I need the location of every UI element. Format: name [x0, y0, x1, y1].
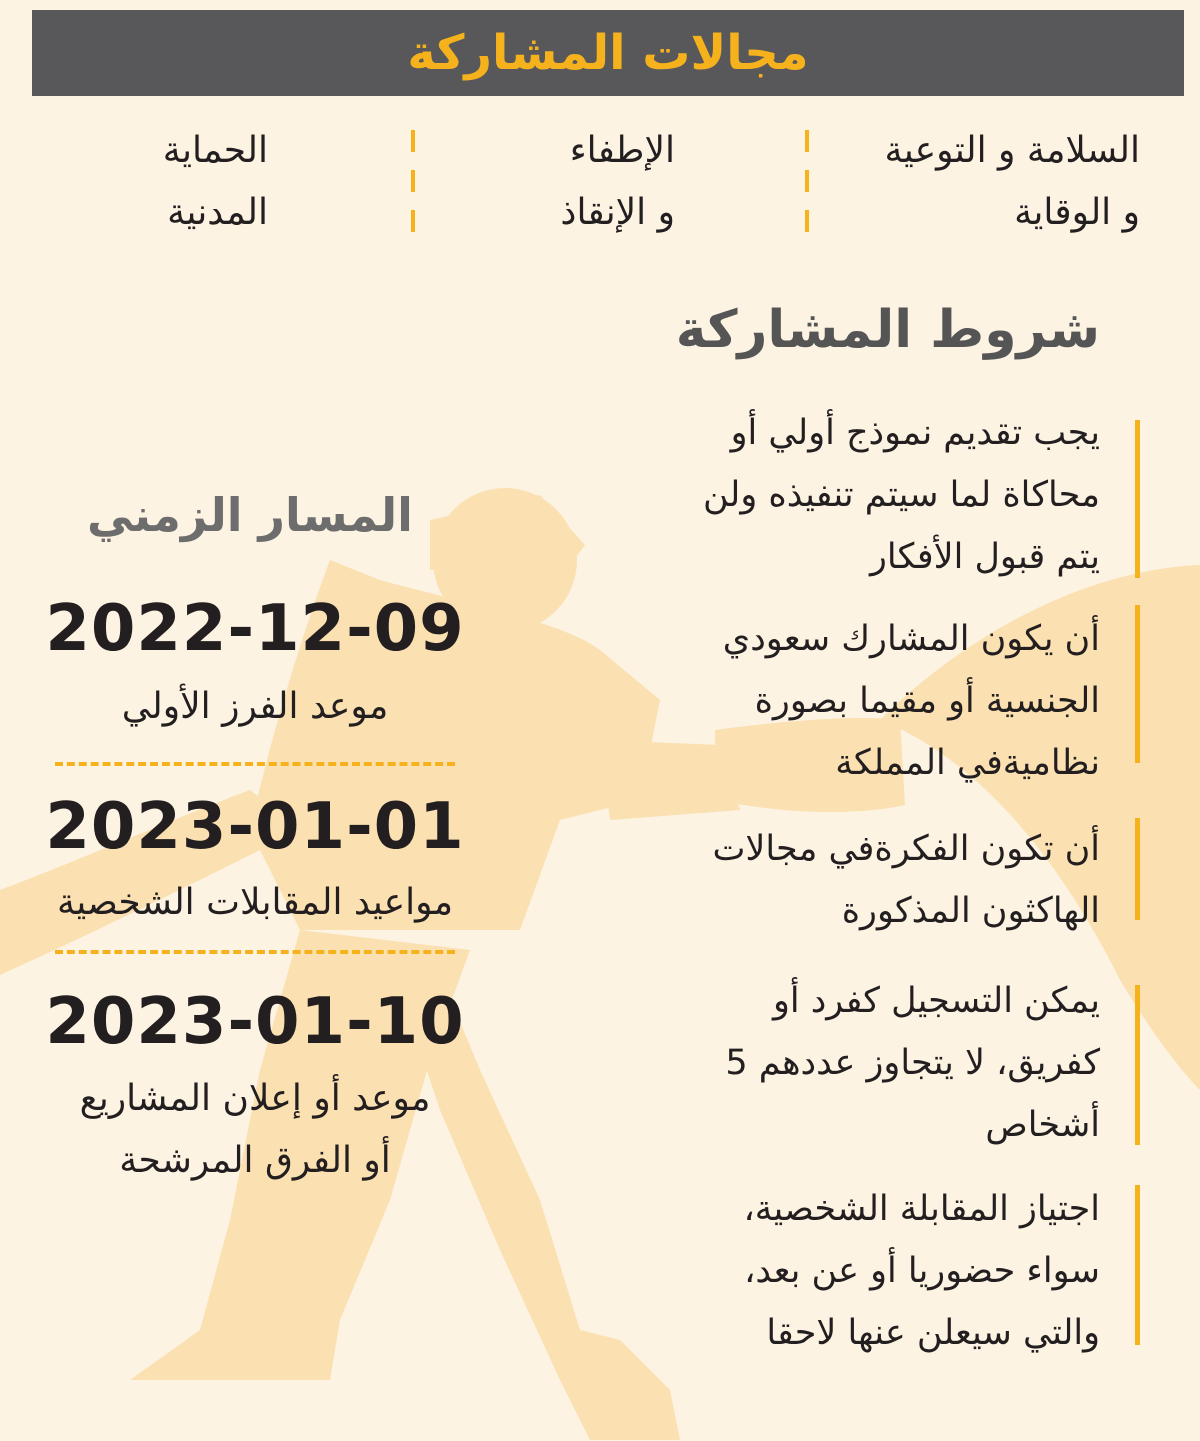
fields-row [0, 120, 1200, 250]
timeline-label: موعد الفرز الأولي [121, 686, 389, 727]
timeline-title: المسار الزمني [87, 488, 413, 542]
condition-bar [1135, 818, 1140, 920]
condition-item: أن يكون المشارك سعودي الجنسية أو مقيما بصورة نظاميةفي المملكة [722, 619, 1100, 783]
condition-bar [1135, 985, 1140, 1145]
condition-item: أن تكون الفكرةفي مجالات الهاكثون المذكورة [712, 829, 1100, 931]
timeline-date: 2022-12-09 [45, 592, 465, 666]
field-firefighting: الإطفاء و الإنقاذ [560, 130, 675, 233]
condition-item: يجب تقديم نموذج أولي أو محاكاة لما سيتم تنفيذه ولن يتم قبول الأفكار [703, 413, 1100, 577]
timeline-label: مواعيد المقابلات الشخصية [56, 882, 454, 923]
header-bar [32, 10, 1184, 96]
condition-bar [1135, 420, 1140, 578]
condition-item: اجتياز المقابلة الشخصية، سواء حضوريا أو عن بعد، والتي سيعلن عنها لاحقا [743, 1189, 1100, 1353]
timeline-separator [55, 950, 455, 954]
conditions-title: شروط المشاركة [675, 300, 1100, 360]
condition-bar [1135, 1185, 1140, 1345]
condition-bar [1135, 605, 1140, 763]
timeline-date: 2023-01-01 [45, 790, 465, 864]
field-divider [805, 130, 809, 238]
field-safety: السلامة و التوعية و الوقاية [884, 130, 1140, 233]
timeline-label: موعد أو إعلان المشاريع أو الفرق المرشحة [79, 1078, 431, 1181]
condition-item: يمكن التسجيل كفرد أو كفريق، لا يتجاوز عددهم 5 أشخاص [725, 981, 1100, 1145]
field-divider [411, 130, 415, 238]
header-title: مجالات المشاركة [407, 25, 809, 81]
timeline-separator [55, 762, 455, 766]
field-civil-protection: الحماية المدنية [162, 130, 268, 233]
timeline-date: 2023-01-10 [45, 985, 465, 1059]
